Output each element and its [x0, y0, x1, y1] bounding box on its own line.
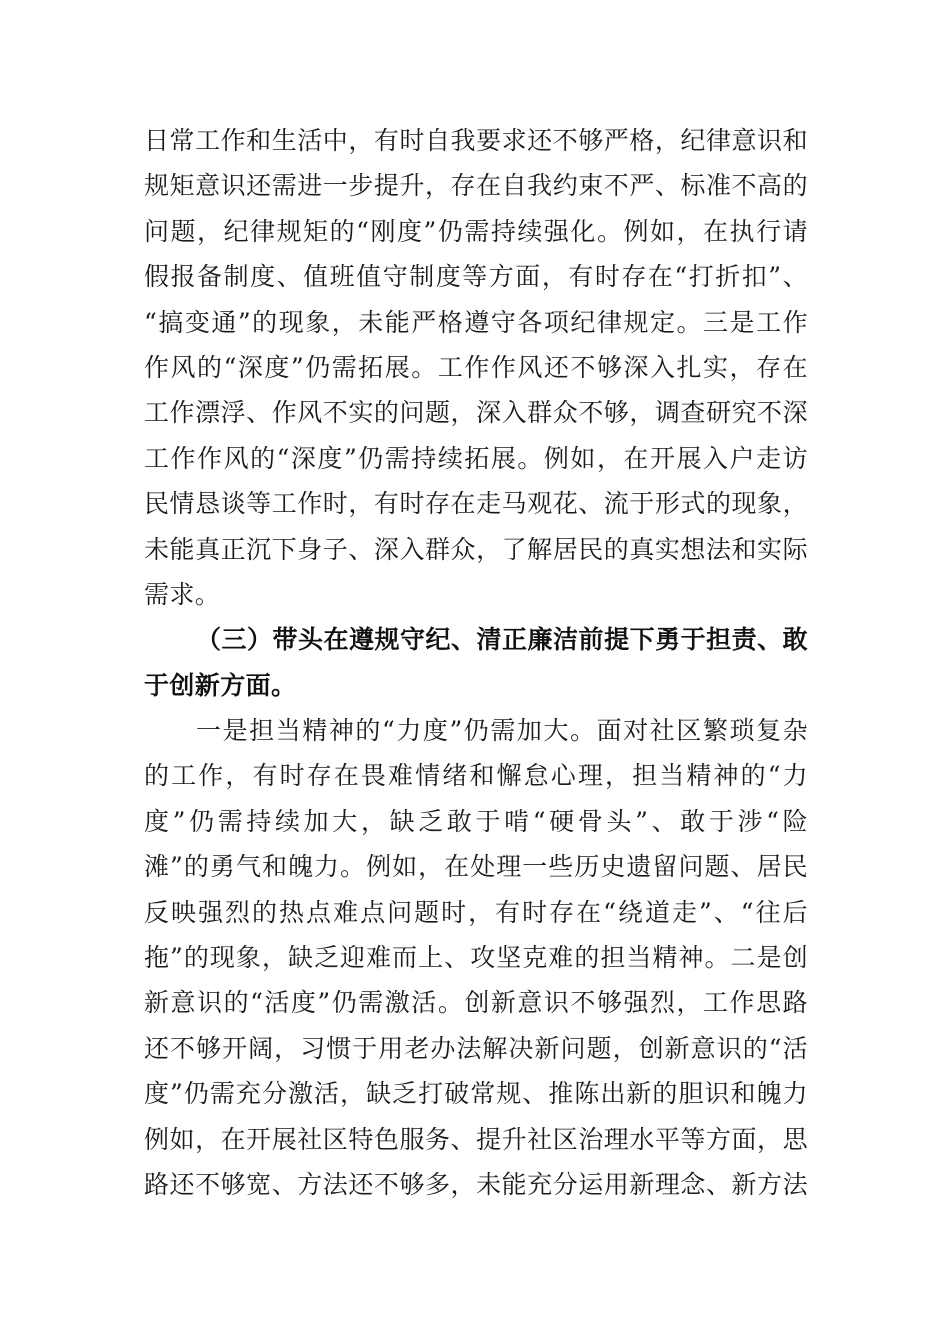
text-line: “搞变通”的现象，未能严格遵守各项纪律规定。三是工作 [144, 307, 808, 337]
text-line: 规矩意识还需进一步提升，存在自我约束不严、标准不高的 [144, 171, 808, 201]
text-line: 问题，纪律规矩的“刚度”仍需持续强化。例如，在执行请 [144, 216, 808, 246]
text-line: 度”仍需充分激活，缺乏打破常规、推陈出新的胆识和魄力 [144, 1079, 808, 1109]
text-line: 反映强烈的热点难点问题时，有时存在“绕道走”、“往后 [144, 897, 808, 927]
text-line: 拖”的现象，缺乏迎难而上、攻坚克难的担当精神。二是创 [144, 943, 808, 973]
text-line: 路还不够宽、方法还不够多，未能充分运用新理念、新方法 [144, 1169, 808, 1199]
text-line: 日常工作和生活中，有时自我要求还不够严格，纪律意识和 [144, 126, 808, 155]
text-line: 例如，在开展社区特色服务、提升社区治理水平等方面，思 [144, 1124, 808, 1154]
text-line: 滩”的勇气和魄力。例如，在处理一些历史遗留问题、居民 [144, 852, 808, 882]
text-line: 新意识的“活度”仍需激活。创新意识不够强烈，工作思路 [144, 988, 808, 1018]
text-line: 工作漂浮、作风不实的问题，深入群众不够，调查研究不深 [144, 398, 808, 428]
document-body [144, 118, 808, 1207]
section-heading: （三）带头在遵规守纪、清正廉洁前提下勇于担责、敢 [196, 625, 808, 655]
text-line: 民情恳谈等工作时，有时存在走马观花、流于形式的现象， [144, 489, 808, 519]
text-line: 度”仍需持续加大，缺乏敢于啃“硬骨头”、敢于涉“险 [144, 806, 808, 836]
text-line: 未能真正沉下身子、深入群众，了解居民的真实想法和实际 [144, 534, 808, 564]
text-line: 作风的“深度”仍需拓展。工作作风还不够深入扎实，存在 [144, 352, 808, 382]
text-line: 假报备制度、值班值守制度等方面，有时存在“打折扣”、 [144, 262, 808, 292]
paragraph-first-line: 一是担当精神的“力度”仍需加大。面对社区繁琐复杂 [196, 716, 808, 746]
text-line: 的工作，有时存在畏难情绪和懈怠心理，担当精神的“力 [144, 761, 808, 791]
text-line: 工作作风的“深度”仍需持续拓展。例如，在开展入户走访 [144, 443, 808, 473]
text-line: 需求。 [144, 579, 221, 609]
text-line: 还不够开阔，习惯于用老办法解决新问题，创新意识的“活 [144, 1033, 808, 1063]
section-heading-continued: 于创新方面。 [144, 670, 297, 700]
